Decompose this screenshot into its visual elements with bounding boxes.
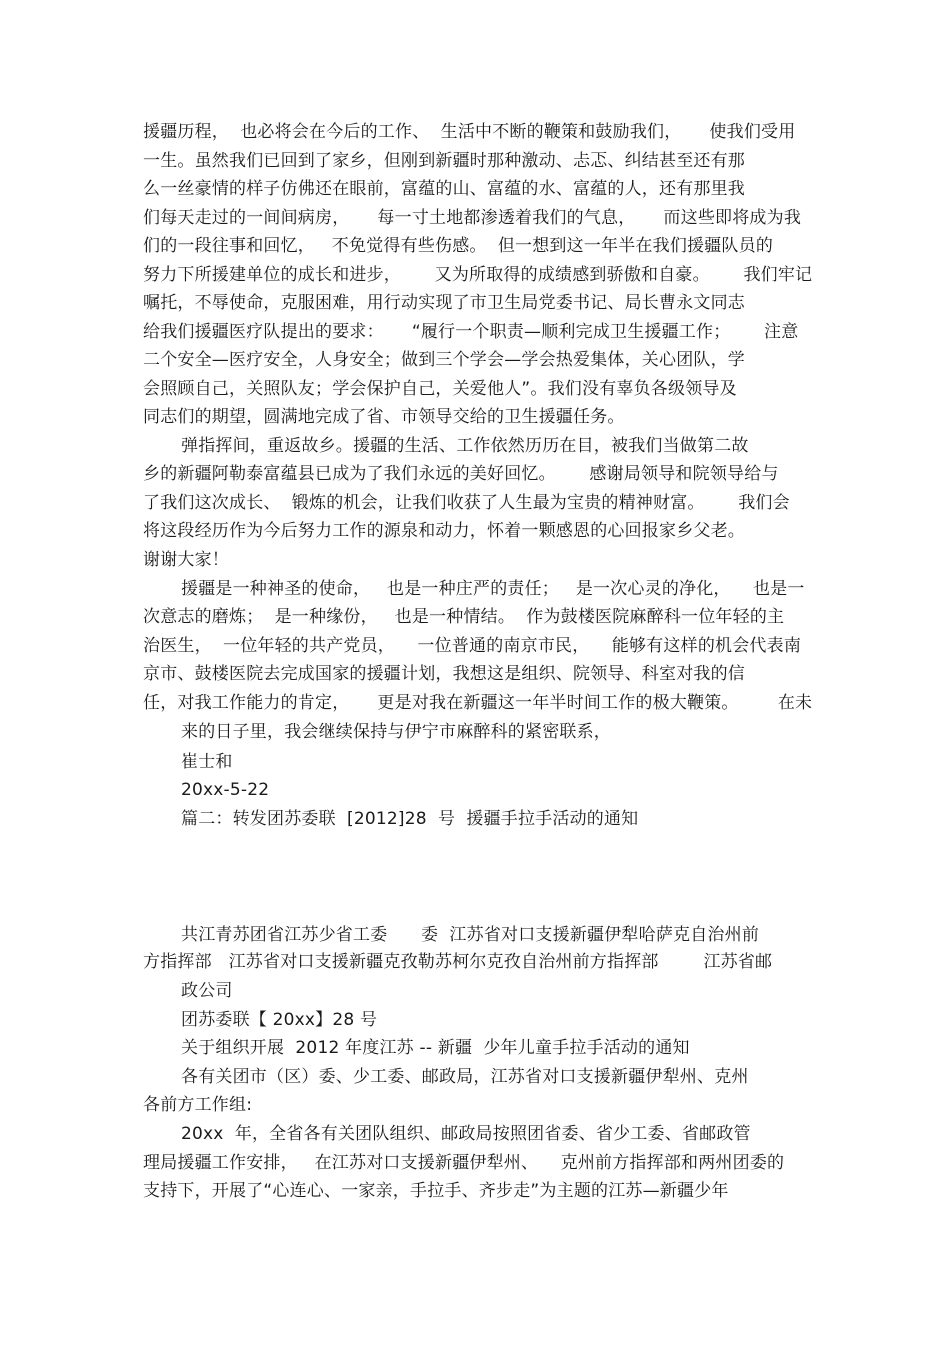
signature-name: 崔士和 <box>181 752 233 772</box>
text-line: 谢谢大家！ <box>143 550 229 570</box>
text-line: 20xx 年，全省各有关团队组织、邮政局按照团省委、省少工委、省邮政管 <box>181 1124 751 1144</box>
text-line: 们每天走过的一间间病房， 每一寸土地都渗透着我们的气息， 而这些即将成为我 <box>143 208 802 228</box>
signature-date: 20xx-5-22 <box>181 780 270 800</box>
text-line: 弹指挥间，重返故乡。援疆的生活、工作依然历历在目，被我们当做第二故 <box>181 436 749 456</box>
recipients-line: 各有关团市（区）委、少工委、邮政局，江苏省对口支援新疆伊犁州、克州 <box>181 1067 749 1087</box>
text-line: 们的一段往事和回忆， 不免觉得有些伤感。 但一想到这一年半在我们援疆队员的 <box>143 236 774 256</box>
notice-title: 关于组织开展 2012 年度江苏 -- 新疆 少年儿童手拉手活动的通知 <box>181 1038 690 1058</box>
text-line: 治医生， 一位年轻的共产党员， 一位普通的南京市民， 能够有这样的机会代表南 <box>143 636 802 656</box>
text-line: 二个安全—医疗安全，人身安全；做到三个学会—学会热爱集体，关心团队，学 <box>143 350 745 370</box>
issuers-line: 共江青苏团省江苏少省工委 委 江苏省对口支援新疆伊犁哈萨克自治州前 <box>181 925 760 945</box>
text-line: 援疆历程， 也必将会在今后的工作、 生活中不断的鞭策和鼓励我们， 使我们受用 <box>143 122 796 142</box>
text-line: 次意志的磨炼； 是一种缘份， 也是一种情结。 作为鼓楼医院麻醉科一位年轻的主 <box>143 607 785 627</box>
text-line: 给我们援疆医疗队提出的要求： “履行一个职责—顺利完成卫生援疆工作； 注意 <box>143 322 799 342</box>
text-line: 支持下，开展了“心连心、一家亲，手拉手、齐步走”为主题的江苏—新疆少年 <box>143 1181 729 1201</box>
issuers-line: 政公司 <box>181 981 233 1001</box>
text-line: 了我们这次成长、 锻炼的机会，让我们收获了人生最为宝贵的精神财富。 我们会 <box>143 493 790 513</box>
text-line: 乡的新疆阿勒泰富蕴县已成为了我们永远的美好回忆。 感谢局领导和院领导给与 <box>143 464 779 484</box>
text-line: 嘱托，不辱使命，克服困难，用行动实现了市卫生局党委书记、局长曹永文同志 <box>143 293 745 313</box>
chapter-title: 篇二：转发团苏委联 [2012]28 号 援疆手拉手活动的通知 <box>181 809 639 829</box>
text-line: 努力下所援建单位的成长和进步， 又为所取得的成绩感到骄傲和自豪。 我们牢记 <box>143 265 813 285</box>
text-line: 么一丝豪情的样子仿佛还在眼前，富蕴的山、富蕴的水、富蕴的人，还有那里我 <box>143 179 745 199</box>
recipients-line: 各前方工作组: <box>143 1095 253 1115</box>
doc-number: 团苏委联【 20xx】28 号 <box>181 1010 378 1030</box>
issuers-line: 方指挥部 江苏省对口支援新疆克孜勒苏柯尔克孜自治州前方指挥部 江苏省邮 <box>143 952 773 972</box>
text-line: 援疆是一种神圣的使命， 也是一种庄严的责任； 是一次心灵的净化， 也是一 <box>181 579 805 599</box>
text-line: 来的日子里，我会继续保持与伊宁市麻醉科的紧密联系， <box>181 722 611 742</box>
text-line: 会照顾自己，关照队友；学会保护自己，关爱他人”。我们没有辜负各级领导及 <box>143 379 737 399</box>
text-line: 将这段经历作为今后努力工作的源泉和动力，怀着一颗感恩的心回报家乡父老。 <box>143 521 745 541</box>
text-line: 理局援疆工作安排， 在江苏对口支援新疆伊犁州、 克州前方指挥部和两州团委的 <box>143 1153 785 1173</box>
text-line: 同志们的期望，圆满地完成了省、市领导交给的卫生援疆任务。 <box>143 407 625 427</box>
text-line: 京市、鼓楼医院去完成国家的援疆计划，我想这是组织、院领导、科室对我的信 <box>143 664 745 684</box>
text-line: 一生。虽然我们已回到了家乡，但刚到新疆时那种激动、忐忑、纠结甚至还有那 <box>143 151 745 171</box>
text-line: 任，对我工作能力的肯定， 更是对我在新疆这一年半时间工作的极大鞭策。 在未 <box>143 693 813 713</box>
